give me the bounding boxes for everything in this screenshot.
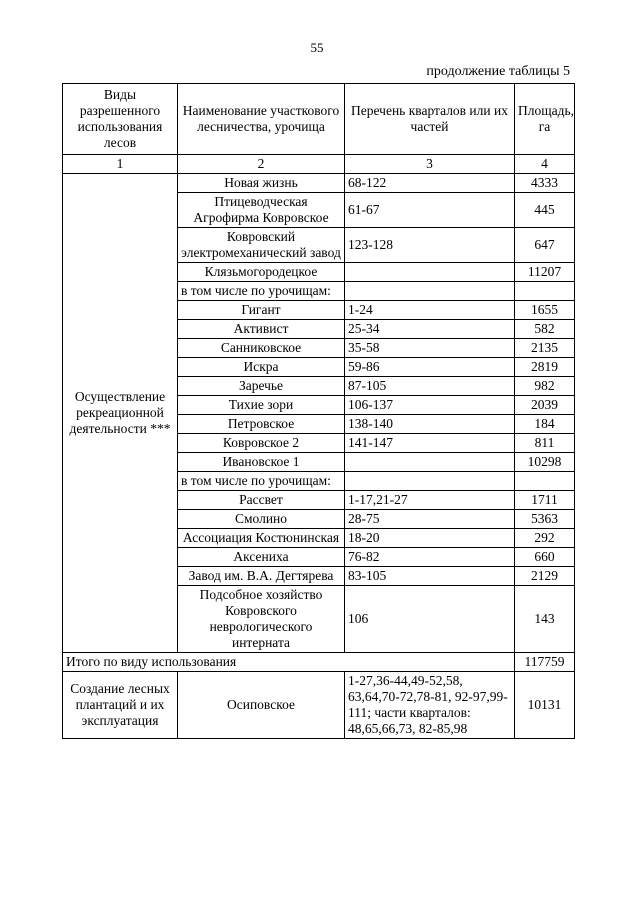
area-value: 982 — [515, 377, 575, 396]
quarters-range: 106-137 — [345, 396, 515, 415]
forestry-name: Рассвет — [178, 491, 345, 510]
area-value: 143 — [515, 586, 575, 653]
area-value — [515, 282, 575, 301]
forestry-name: Ивановское 1 — [178, 453, 345, 472]
forestry-name: Ковровское 2 — [178, 434, 345, 453]
quarters-range: 83-105 — [345, 567, 515, 586]
area-value: 2039 — [515, 396, 575, 415]
quarters-range: 76-82 — [345, 548, 515, 567]
header-use-type: Виды разрешенного использования лесов — [63, 84, 178, 155]
forestry-name: Гигант — [178, 301, 345, 320]
quarters-range: 138-140 — [345, 415, 515, 434]
area-value: 445 — [515, 193, 575, 228]
quarters-range — [345, 282, 515, 301]
quarters-range: 35-58 — [345, 339, 515, 358]
column-number: 2 — [178, 155, 345, 174]
area-value: 660 — [515, 548, 575, 567]
page-number: 55 — [310, 40, 324, 55]
area-value: 184 — [515, 415, 575, 434]
quarters-range — [345, 453, 515, 472]
quarters-range: 61-67 — [345, 193, 515, 228]
area-value: 1711 — [515, 491, 575, 510]
subdivision-caption: в том числе по урочищам: — [178, 472, 345, 491]
table-row — [63, 174, 575, 193]
column-number-row — [63, 155, 575, 174]
quarters-range: 141-147 — [345, 434, 515, 453]
quarters-range: 1-17,21-27 — [345, 491, 515, 510]
forestry-name: Аксениха — [178, 548, 345, 567]
total-row — [63, 653, 575, 672]
forestry-name: Ассоциация Костюнинская — [178, 529, 345, 548]
forestry-name: Новая жизнь — [178, 174, 345, 193]
quarters-range: 123-128 — [345, 228, 515, 263]
forestry-name: Петровское — [178, 415, 345, 434]
quarters-range — [345, 472, 515, 491]
forestry-name: Санниковское — [178, 339, 345, 358]
area-value: 2129 — [515, 567, 575, 586]
quarters-range: 25-34 — [345, 320, 515, 339]
subdivision-caption: в том числе по урочищам: — [178, 282, 345, 301]
area-value: 2819 — [515, 358, 575, 377]
total-area: 117759 — [515, 653, 575, 672]
header-area: Площадь, га — [515, 84, 575, 155]
header-forestry-name: Наименование участкового лесничества, урочища — [178, 84, 345, 155]
area-value: 11207 — [515, 263, 575, 282]
forestry-name: Заречье — [178, 377, 345, 396]
forestry-name: Осиповское — [178, 672, 345, 739]
area-value: 582 — [515, 320, 575, 339]
quarters-range: 28-75 — [345, 510, 515, 529]
forestry-name: Тихие зори — [178, 396, 345, 415]
area-value: 1655 — [515, 301, 575, 320]
plantation-row — [63, 672, 575, 739]
use-type-plantations: Создание лесных плантаций и их эксплуатация — [63, 672, 178, 739]
quarters-range — [345, 263, 515, 282]
forestry-name: Смолино — [178, 510, 345, 529]
forestry-name: Клязьмогородецкое — [178, 263, 345, 282]
quarters-range: 59-86 — [345, 358, 515, 377]
forestry-name: Искра — [178, 358, 345, 377]
quarters-range: 106 — [345, 586, 515, 653]
area-value: 5363 — [515, 510, 575, 529]
use-type-recreation: Осуществление рекреационной деятельности *** — [63, 174, 178, 653]
quarters-list: 1-27,36-44,49-52,58, 63,64,70-72,78-81, 92-97,99-111; части кварталов: 48,65,66,73, 82-85,98 — [345, 672, 515, 739]
quarters-range: 1-24 — [345, 301, 515, 320]
area-value: 647 — [515, 228, 575, 263]
area-value: 4333 — [515, 174, 575, 193]
area-value: 10298 — [515, 453, 575, 472]
total-label: Итого по виду использования — [63, 653, 515, 672]
recreation-group — [63, 174, 575, 653]
area-value: 811 — [515, 434, 575, 453]
header-quarters: Перечень кварталов или их частей — [345, 84, 515, 155]
area-value: 10131 — [515, 672, 575, 739]
forestry-name: Подсобное хозяйство Ковровского неврологического интерната — [178, 586, 345, 653]
forestry-name: Птицеводческая Агрофирма Ковровское — [178, 193, 345, 228]
column-number: 3 — [345, 155, 515, 174]
table-continuation-caption: продолжение таблицы 5 — [426, 64, 570, 79]
quarters-range: 18-20 — [345, 529, 515, 548]
forestry-name: Активист — [178, 320, 345, 339]
forestry-name: Завод им. В.А. Дегтярева — [178, 567, 345, 586]
quarters-range: 68-122 — [345, 174, 515, 193]
quarters-range: 87-105 — [345, 377, 515, 396]
column-number: 4 — [515, 155, 575, 174]
area-value: 292 — [515, 529, 575, 548]
area-value — [515, 472, 575, 491]
column-number: 1 — [63, 155, 178, 174]
forest-use-table — [62, 83, 575, 739]
area-value: 2135 — [515, 339, 575, 358]
forestry-name: Ковровский электромеханический завод — [178, 228, 345, 263]
